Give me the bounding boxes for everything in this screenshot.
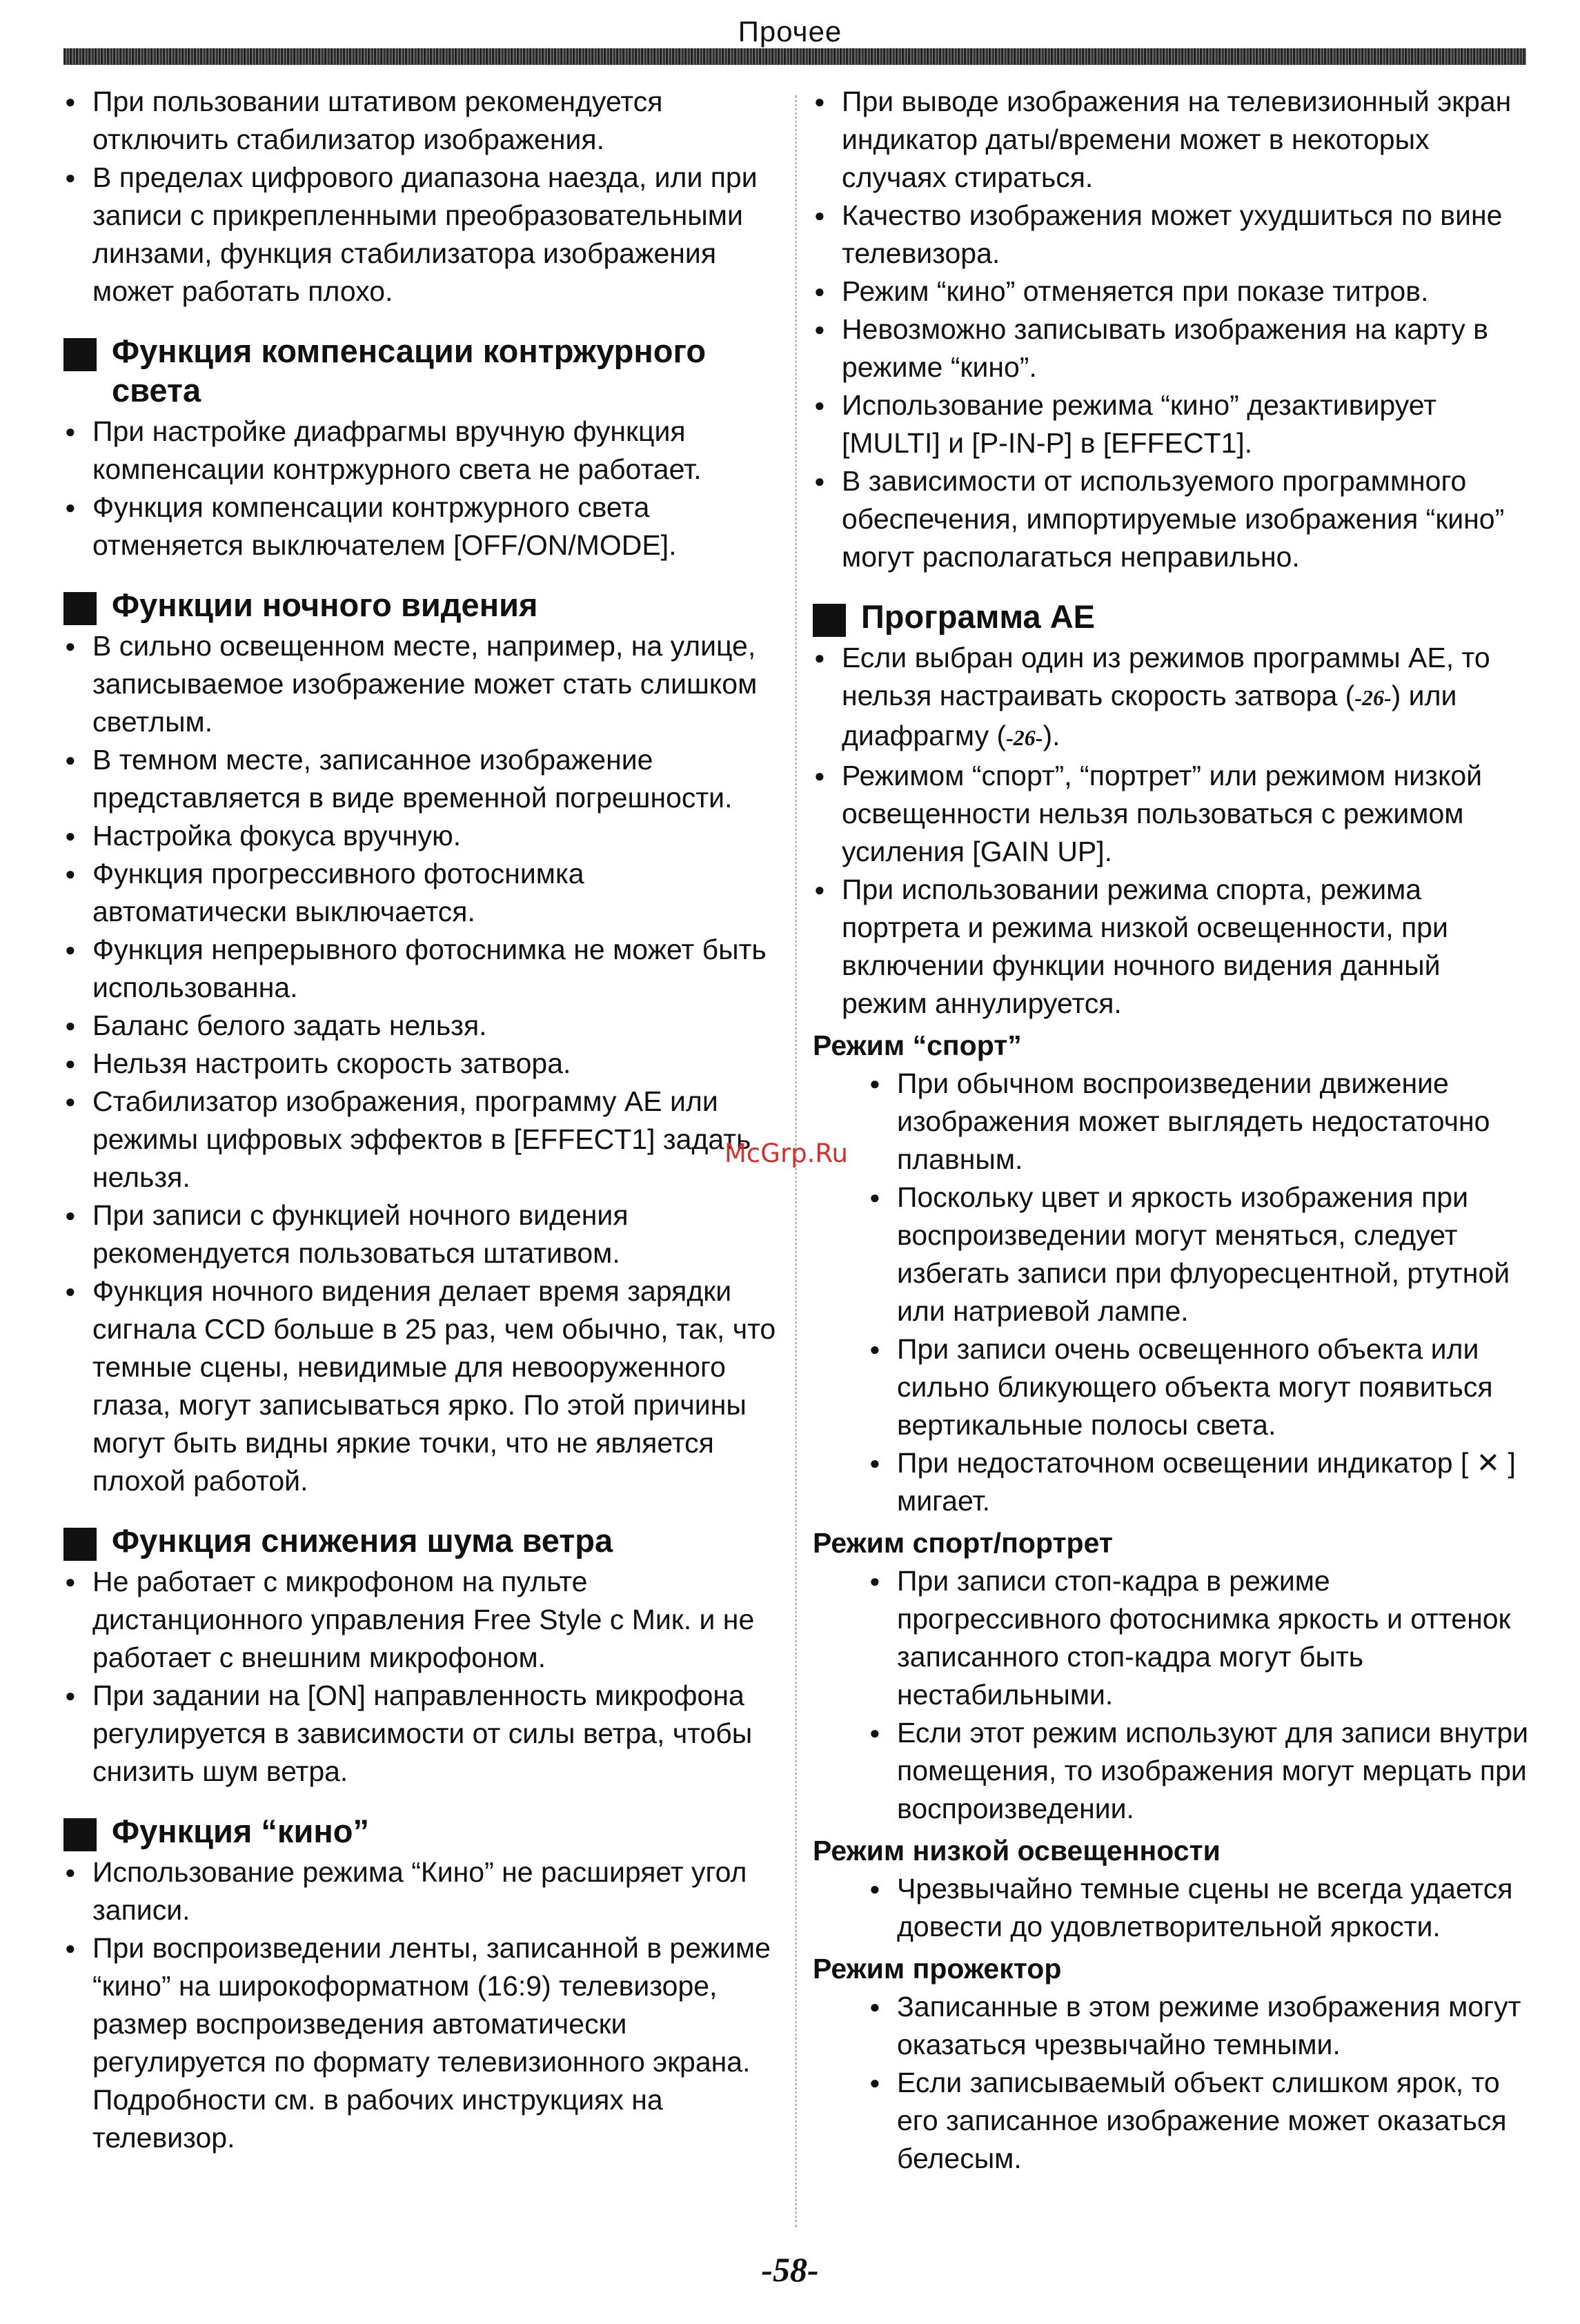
list-item: ● Использование режима “кино” дезактивирует [MULTI] и [P-IN-P] в [EFFECT1].: [813, 386, 1530, 462]
list-item: ● Функция прогрессивного фотоснимка автоматически выключается.: [63, 855, 781, 931]
list-item: ● Качество изображения может ухудшиться по вине телевизора.: [813, 197, 1530, 273]
sport-mode-icon: ✕: [1476, 1447, 1501, 1479]
list-item: ● Нельзя настроить скорость затвора.: [63, 1045, 781, 1083]
list-item: ● В сильно освещенном месте, например, на улице, записываемое изображение может стать слишком светлым.: [63, 627, 781, 741]
section-heading-backlight: Функция компенсации контржурного света: [63, 331, 781, 410]
list-item: ● Функция непрерывного фотоснимка не может быть использованна.: [63, 931, 781, 1007]
list-item: ● Чрезвычайно темные сцены не всегда удается довести до удовлетворительной яркости.: [868, 1870, 1530, 1946]
page-reference: -26-: [1354, 685, 1392, 710]
header-rule: [63, 48, 1526, 65]
list-item: ● При недостаточном освещении индикатор [ ✕ ] мигает.: [868, 1444, 1530, 1520]
section-marker-icon: [63, 1818, 97, 1851]
list-item: ● Режимом “спорт”, “портрет” или режимом низкой освещенности нельзя пользоваться с режимом усиления [GAIN UP].: [813, 757, 1530, 871]
left-column: [63, 83, 781, 2157]
list-item: ● При использовании режима спорта, режима портрета и режима низкой освещенности, при включении функции ночного видения данный режим аннулируется.: [813, 871, 1530, 1023]
list-item: ● Использование режима “Кино” не расширяет угол записи.: [63, 1853, 781, 1929]
page-number: -58-: [761, 2250, 819, 2289]
subheading-low-light-mode: Режим низкой освещенности: [813, 1835, 1221, 1867]
section-marker-icon: [813, 604, 846, 637]
list-item: ● В темном месте, записанное изображение представляется в виде временной погрешности.: [63, 741, 781, 817]
section-heading-program-ae: Программа AE: [813, 597, 1530, 636]
list-item: ● При записи стоп-кадра в режиме прогрессивного фотоснимка яркость и оттенок записанного стоп-кадра могут быть нестабильными.: [868, 1562, 1530, 1714]
list-item: ● При настройке диафрагмы вручную функция компенсации контржурного света не работает.: [63, 413, 781, 489]
list-item: ● При выводе изображения на телевизионный экран индикатор даты/времени может в некоторых случаях стираться.: [813, 83, 1530, 197]
list-item: ● В пределах цифрового диапазона наезда, или при записи с прикрепленными преобразовательными линзами, функция стабилизатора изображения может работать плохо.: [63, 159, 781, 311]
section-heading-night-view: Функции ночного видения: [63, 585, 781, 624]
subheading-portrait-mode: Режим спорт/портрет: [813, 1527, 1113, 1559]
list-item: ● Если записываемый объект слишком ярок, то его записанное изображение может оказаться белесым.: [868, 2064, 1530, 2178]
list-item: ● Функция ночного видения делает время зарядки сигнала CCD больше в 25 раз, чем обычно, так, что темные сцены, невидимые для невооруженного глаза, могут записываться ярко. По этой причины могут быть видны яркие точки, что не является плохой работой.: [63, 1272, 781, 1500]
page-reference: -26-: [1006, 725, 1043, 750]
list-item: ● Стабилизатор изображения, программу AE или режимы цифровых эффектов в [EFFECT1] задать нельзя.: [63, 1083, 781, 1197]
list-item: ● Функция компенсации контржурного света отменяется выключателем [OFF/ON/MODE].: [63, 489, 781, 564]
list-item: ● При записи с функцией ночного видения рекомендуется пользоваться штативом.: [63, 1197, 781, 1272]
list-item: ● Баланс белого задать нельзя.: [63, 1007, 781, 1045]
list-item: ● При записи очень освещенного объекта или сильно бликующего объекта могут появиться вертикальные полосы света.: [868, 1330, 1530, 1444]
list-item: ● Записанные в этом режиме изображения могут оказаться чрезвычайно темными.: [868, 1988, 1530, 2064]
section-heading-wind-noise: Функция снижения шума ветра: [63, 1521, 781, 1560]
section-heading-cinema: Функция “кино”: [63, 1811, 781, 1851]
watermark-text: McGrp.Ru: [724, 1139, 848, 1168]
list-item: ● В зависимости от используемого программного обеспечения, импортируемые изображения “кино” могут располагаться неправильно.: [813, 462, 1530, 576]
page-header-title: Прочее: [738, 15, 842, 48]
list-item: ● При обычном воспроизведении движение изображения может выглядеть недостаточно плавным.: [868, 1065, 1530, 1179]
list-item: ● Не работает с микрофоном на пульте дистанционного управления Free Style с Мик. и не работает с внешним микрофоном.: [63, 1563, 781, 1677]
section-marker-icon: [63, 592, 97, 625]
right-column: [813, 83, 1530, 2178]
list-item: ● Если этот режим используют для записи внутри помещения, то изображения могут мерцать при воспроизведении.: [868, 1714, 1530, 1828]
subheading-spotlight-mode: Режим прожектор: [813, 1953, 1062, 1985]
list-item: ● Настройка фокуса вручную.: [63, 817, 781, 855]
section-marker-icon: [63, 1528, 97, 1561]
list-item: ● Если выбран один из режимов программы AE, то нельзя настраивать скорость затвора (-26-) или диафрагму (-26-).: [813, 639, 1530, 757]
list-item: ● При воспроизведении ленты, записанной в режиме “кино” на широкоформатном (16:9) телевизоре, размер воспроизведения автоматически регулируется по формату телевизионного экрана. Подробности см. в рабочих инструкциях на телевизор.: [63, 1929, 781, 2157]
list-item: ● Поскольку цвет и яркость изображения при воспроизведении могут меняться, следует избегать записи при флуоресцентной, ртутной или натриевой лампе.: [868, 1179, 1530, 1330]
section-marker-icon: [63, 338, 97, 371]
list-item: ● Невозможно записывать изображения на карту в режиме “кино”.: [813, 311, 1530, 386]
list-item: ● При задании на [ON] направленность микрофона регулируется в зависимости от силы ветра, чтобы снизить шум ветра.: [63, 1677, 781, 1791]
list-item: ● Режим “кино” отменяется при показе титров.: [813, 273, 1530, 311]
subheading-sport-mode: Режим “спорт”: [813, 1030, 1022, 1061]
list-item: ● При пользовании штативом рекомендуется отключить стабилизатор изображения.: [63, 83, 781, 159]
